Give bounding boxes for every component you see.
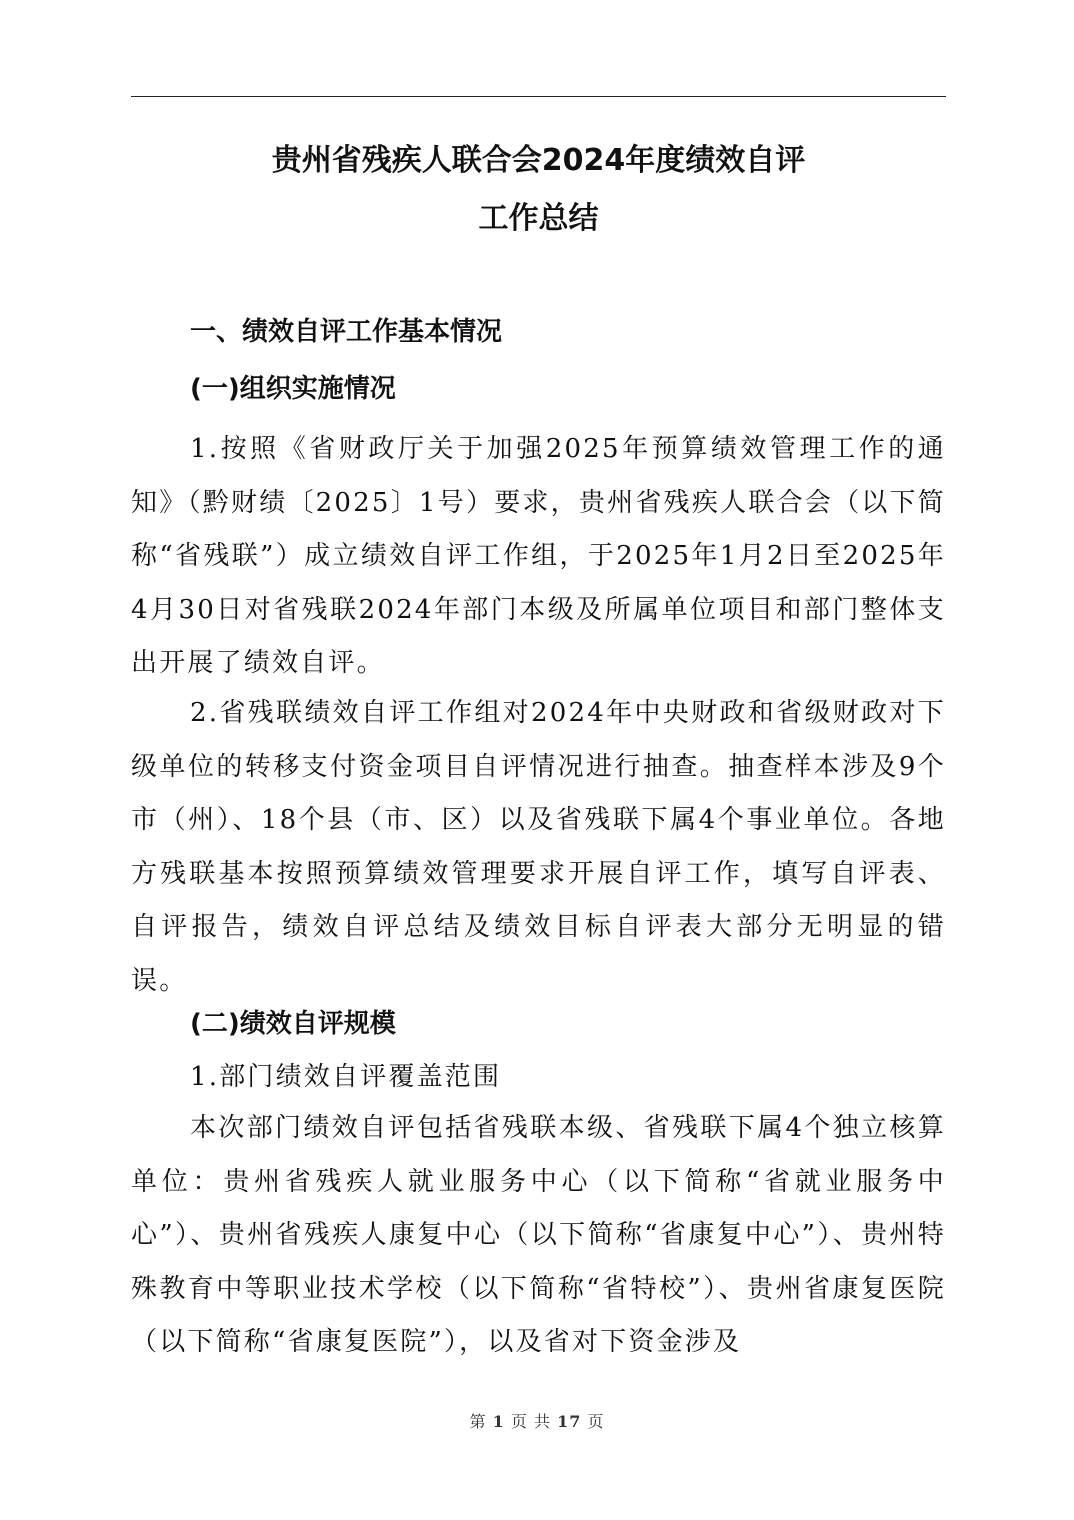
paragraph-1: 1.按照《省财政厅关于加强2025年预算绩效管理工作的通知》（黔财绩〔2025〕1号）要求，贵州省残疾人联合会（以下简称“省残联”）成立绩效自评工作组，于2025年1月2日至2025年4月30日对省残联2024年部门本级及所属单位项目和部门整体支出开展了绩效自评。: [131, 434, 946, 679]
footer-suffix: 页: [587, 1412, 605, 1431]
page-footer: [0, 1409, 1074, 1432]
paragraph-2: 2.省残联绩效自评工作组对2024年中央财政和省级财政对下级单位的转移支付资金项目自评情况进行抽查。抽查样本涉及9个市（州）、18个县（市、区）以及省残联下属4个事业单位。各地方残联基本按照预算绩效管理要求开展自评工作，填写自评表、自评报告，绩效自评总结及绩效目标自评表大部分无明显的错误。: [131, 698, 946, 996]
paragraph-3: 本次部门绩效自评包括省残联本级、省残联下属4个独立核算单位：贵州省残疾人就业服务中心（以下简称“省就业服务中心”）、贵州省残疾人康复中心（以下简称“省康复中心”）、贵州特殊教育中等职业技术学校（以下简称“省特校”）、贵州省康复医院（以下简称“省康复医院”），以及省对下资金涉及: [131, 1113, 946, 1358]
document-title-line2: 工作总结: [478, 201, 599, 236]
sub-heading-scale: (二)绩效自评规模: [190, 1009, 396, 1039]
footer-middle: 页 共: [510, 1412, 551, 1431]
footer-page-number: 1: [492, 1412, 505, 1431]
footer-total-pages: 17: [557, 1412, 582, 1431]
footer-prefix: 第: [469, 1412, 487, 1431]
section-heading-1: 一、绩效自评工作基本情况: [190, 317, 503, 347]
list-item-coverage: 1.部门绩效自评覆盖范围: [190, 1062, 502, 1092]
header-rule: [131, 96, 946, 97]
sub-heading-organization: (一)组织实施情况: [190, 374, 396, 404]
document-title-line1: 贵州省残疾人联合会2024年度绩效自评: [271, 143, 806, 178]
